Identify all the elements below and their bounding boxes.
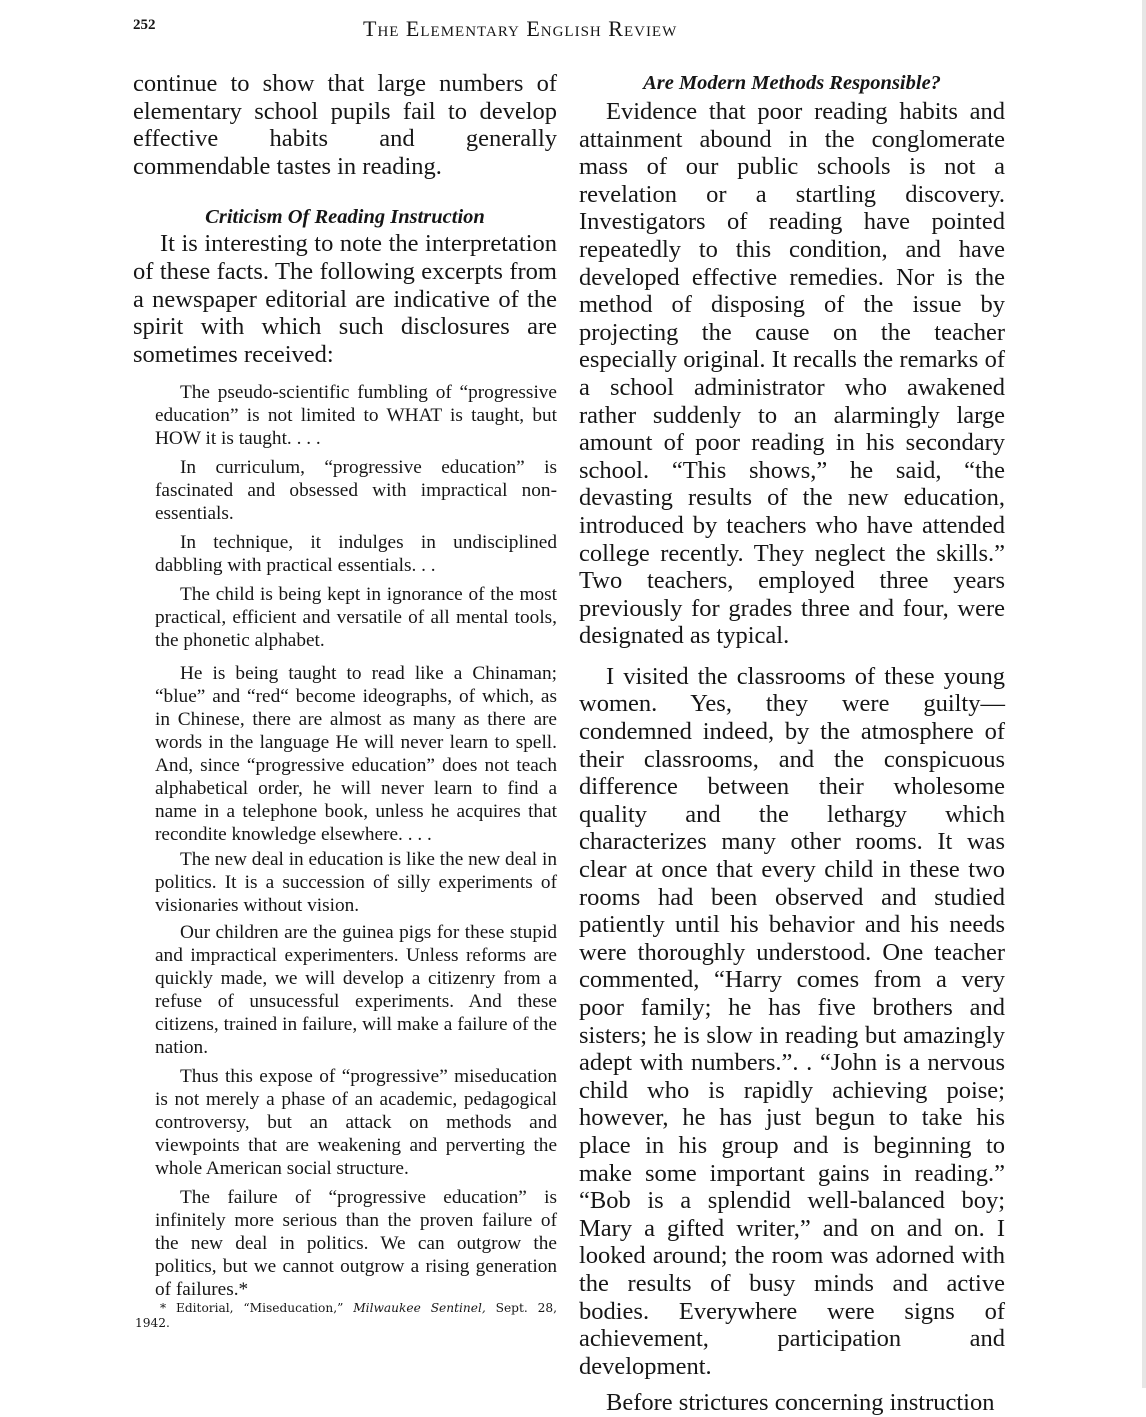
footnote-source: Milwaukee Sentinel, — [353, 1301, 486, 1316]
quote-paragraph: He is being taught to read like a Chinaman; “blue” and “red“ become ideographs, of which, as in Chinese, there are almost as many as there are words in the language He will never learn to spell. And, since “progressive education” does not teach alphabetical order, he will never learn to find a name in a telephone book, unless he acquires that recondite knowledge elsewhere. . . . — [155, 663, 557, 846]
quote-paragraph: Our children are the guinea pigs for these stupid and impractical experimenters. Unless reforms are quickly made, we will develop a citizenry from a refuse of unsucessful experiments. And these citizens, trained in failure, will make a failure of the nation. — [155, 922, 557, 1059]
page-edge-strip — [1142, 0, 1146, 1388]
quote-paragraph: In curriculum, “progressive education” is fascinated and obsessed with impractical non-essentials. — [155, 457, 557, 525]
section-heading-criticism: Criticism Of Reading Instruction — [205, 206, 485, 229]
quote-paragraph: In technique, it indulges in undisciplined dabbling with practical essentials. . . — [155, 532, 557, 577]
footnote — [135, 1301, 557, 1331]
footnote-suffix: Sept. 28, 1942. — [135, 1301, 558, 1331]
quote-paragraph: The failure of “progressive education” is infinitely more serious than the proven failure of the new deal in politics. We can outgrow the politics, but we cannot outgrow a rising generation of failures.* — [155, 1187, 557, 1301]
footnote-prefix: * Editorial, “Miseducation,” — [160, 1301, 354, 1316]
page-number: 252 — [133, 17, 156, 33]
quote-paragraph: The pseudo-scientific fumbling of “progressive education” is not limited to WHAT is taught, but HOW it is taught. . . . — [155, 382, 557, 450]
opening-paragraph: continue to show that large numbers of elementary school pupils fail to develop effective habits and generally commendable tastes in reading. — [133, 70, 557, 180]
intro-paragraph: It is interesting to note the interpretation of these facts. The following excerpts from a newspaper editorial are indicative of the spirit with which such disclosures are sometimes received: — [133, 230, 557, 368]
journal-title: The Elementary English Review — [363, 16, 678, 41]
body-paragraph: Before strictures concerning instruction — [606, 1389, 995, 1417]
body-paragraph: I visited the classrooms of these young women. Yes, they were guilty—condemned indeed, by the atmosphere of their classrooms, and the conspicuous difference between their wholesome quality and the lethargy which characterizes many other rooms. It was clear at once that every child in these two rooms had been observed and studied patiently until his behavior and his needs were thoroughly understood. One teacher commented, “Harry comes from a very poor family; he has five brothers and sisters; he is slow in reading but amazingly adept with numbers.”. . “John is a nervous child who is rapidly achieving poise; however, he has just begun to take his place in his group and is beginning to make some important gains in reading.” “Bob is a splendid well-balanced boy; Mary a gifted writer,” and on and on. I looked around; the room was adorned with the results of busy minds and active bodies. Everywhere were signs of achievement, participation and development. — [579, 662, 1005, 1380]
section-heading-modern-methods: Are Modern Methods Responsible? — [643, 72, 941, 94]
quote-paragraph: The child is being kept in ignorance of the most practical, efficient and versatile of all mental tools, the phonetic alphabet. — [155, 584, 557, 652]
left-column — [133, 70, 557, 1331]
right-column — [579, 70, 1005, 1417]
quote-paragraph: Thus this expose of “progressive” miseducation is not merely a phase of an academic, pedagogical controversy, but an attack on methods and viewpoints that are weakening and perverting the whole American social structure. — [155, 1066, 557, 1180]
quote-paragraph: The new deal in education is like the new deal in politics. It is a succession of silly experiments of visionaries without vision. — [155, 849, 557, 917]
body-paragraph: Evidence that poor reading habits and attainment abound in the conglomerate mass of our public schools is not a revelation or a startling discovery. Investigators of reading have pointed repeatedly to this condition, and have developed effective remedies. Nor is the method of disposing of the issue by projecting the cause on the teacher especially original. It recalls the remarks of a school administrator who awakened rather suddenly to an alarmingly large amount of poor reading in his secondary school. “This shows,” he said, “the devasting results of the new education, introduced by teachers who have attended college recently. They neglect the skills.” Two teachers, employed three years previously for grades three and four, were designated as typical. — [579, 98, 1005, 650]
editorial-excerpt — [133, 381, 557, 1331]
